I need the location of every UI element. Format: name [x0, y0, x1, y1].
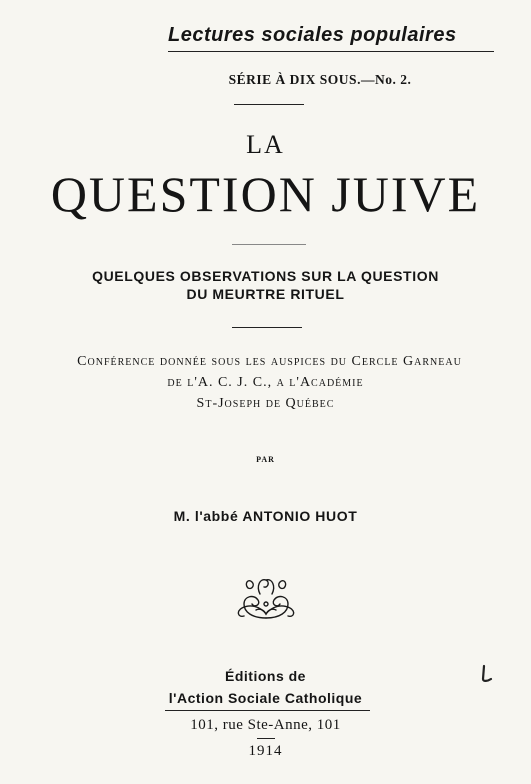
subtitle-line-2: DU MEURTRE RITUEL [186, 286, 345, 302]
author-name: M. l'abbé ANTONIO HUOT [173, 508, 358, 524]
floral-ornament-icon [230, 574, 302, 624]
publisher-line-2: l'Action Sociale Catholique [168, 690, 363, 706]
conference-line-1: Conférence donnée sous les auspices du Cercle Garneau [77, 354, 462, 369]
publisher-address: 101, rue Ste-Anne, 101 [190, 717, 341, 733]
publication-year: 1914 [248, 743, 283, 759]
conference-line-3: St-Joseph de Québec [196, 396, 335, 411]
subtitle-line-1: QUELQUES OBSERVATIONS SUR LA QUESTION [92, 268, 439, 284]
publisher-line-1: Éditions de [225, 668, 306, 684]
by-label: PAR [256, 455, 275, 464]
title-article: LA [246, 130, 285, 159]
conference-line-2: de l'A. C. J. C., a l'Académie [167, 375, 364, 390]
divider-year [257, 738, 275, 739]
publisher-underline [165, 710, 370, 711]
series-number: SÉRIE À DIX SOUS.—No. 2. [228, 72, 412, 87]
divider-title [232, 244, 306, 245]
divider-subtitle [232, 327, 302, 328]
divider-top [234, 104, 304, 105]
series-title: Lectures sociales populaires [168, 24, 457, 46]
main-title: QUESTION JUIVE [50, 166, 481, 222]
handwritten-mark-icon [480, 664, 494, 684]
series-underline [168, 51, 494, 52]
